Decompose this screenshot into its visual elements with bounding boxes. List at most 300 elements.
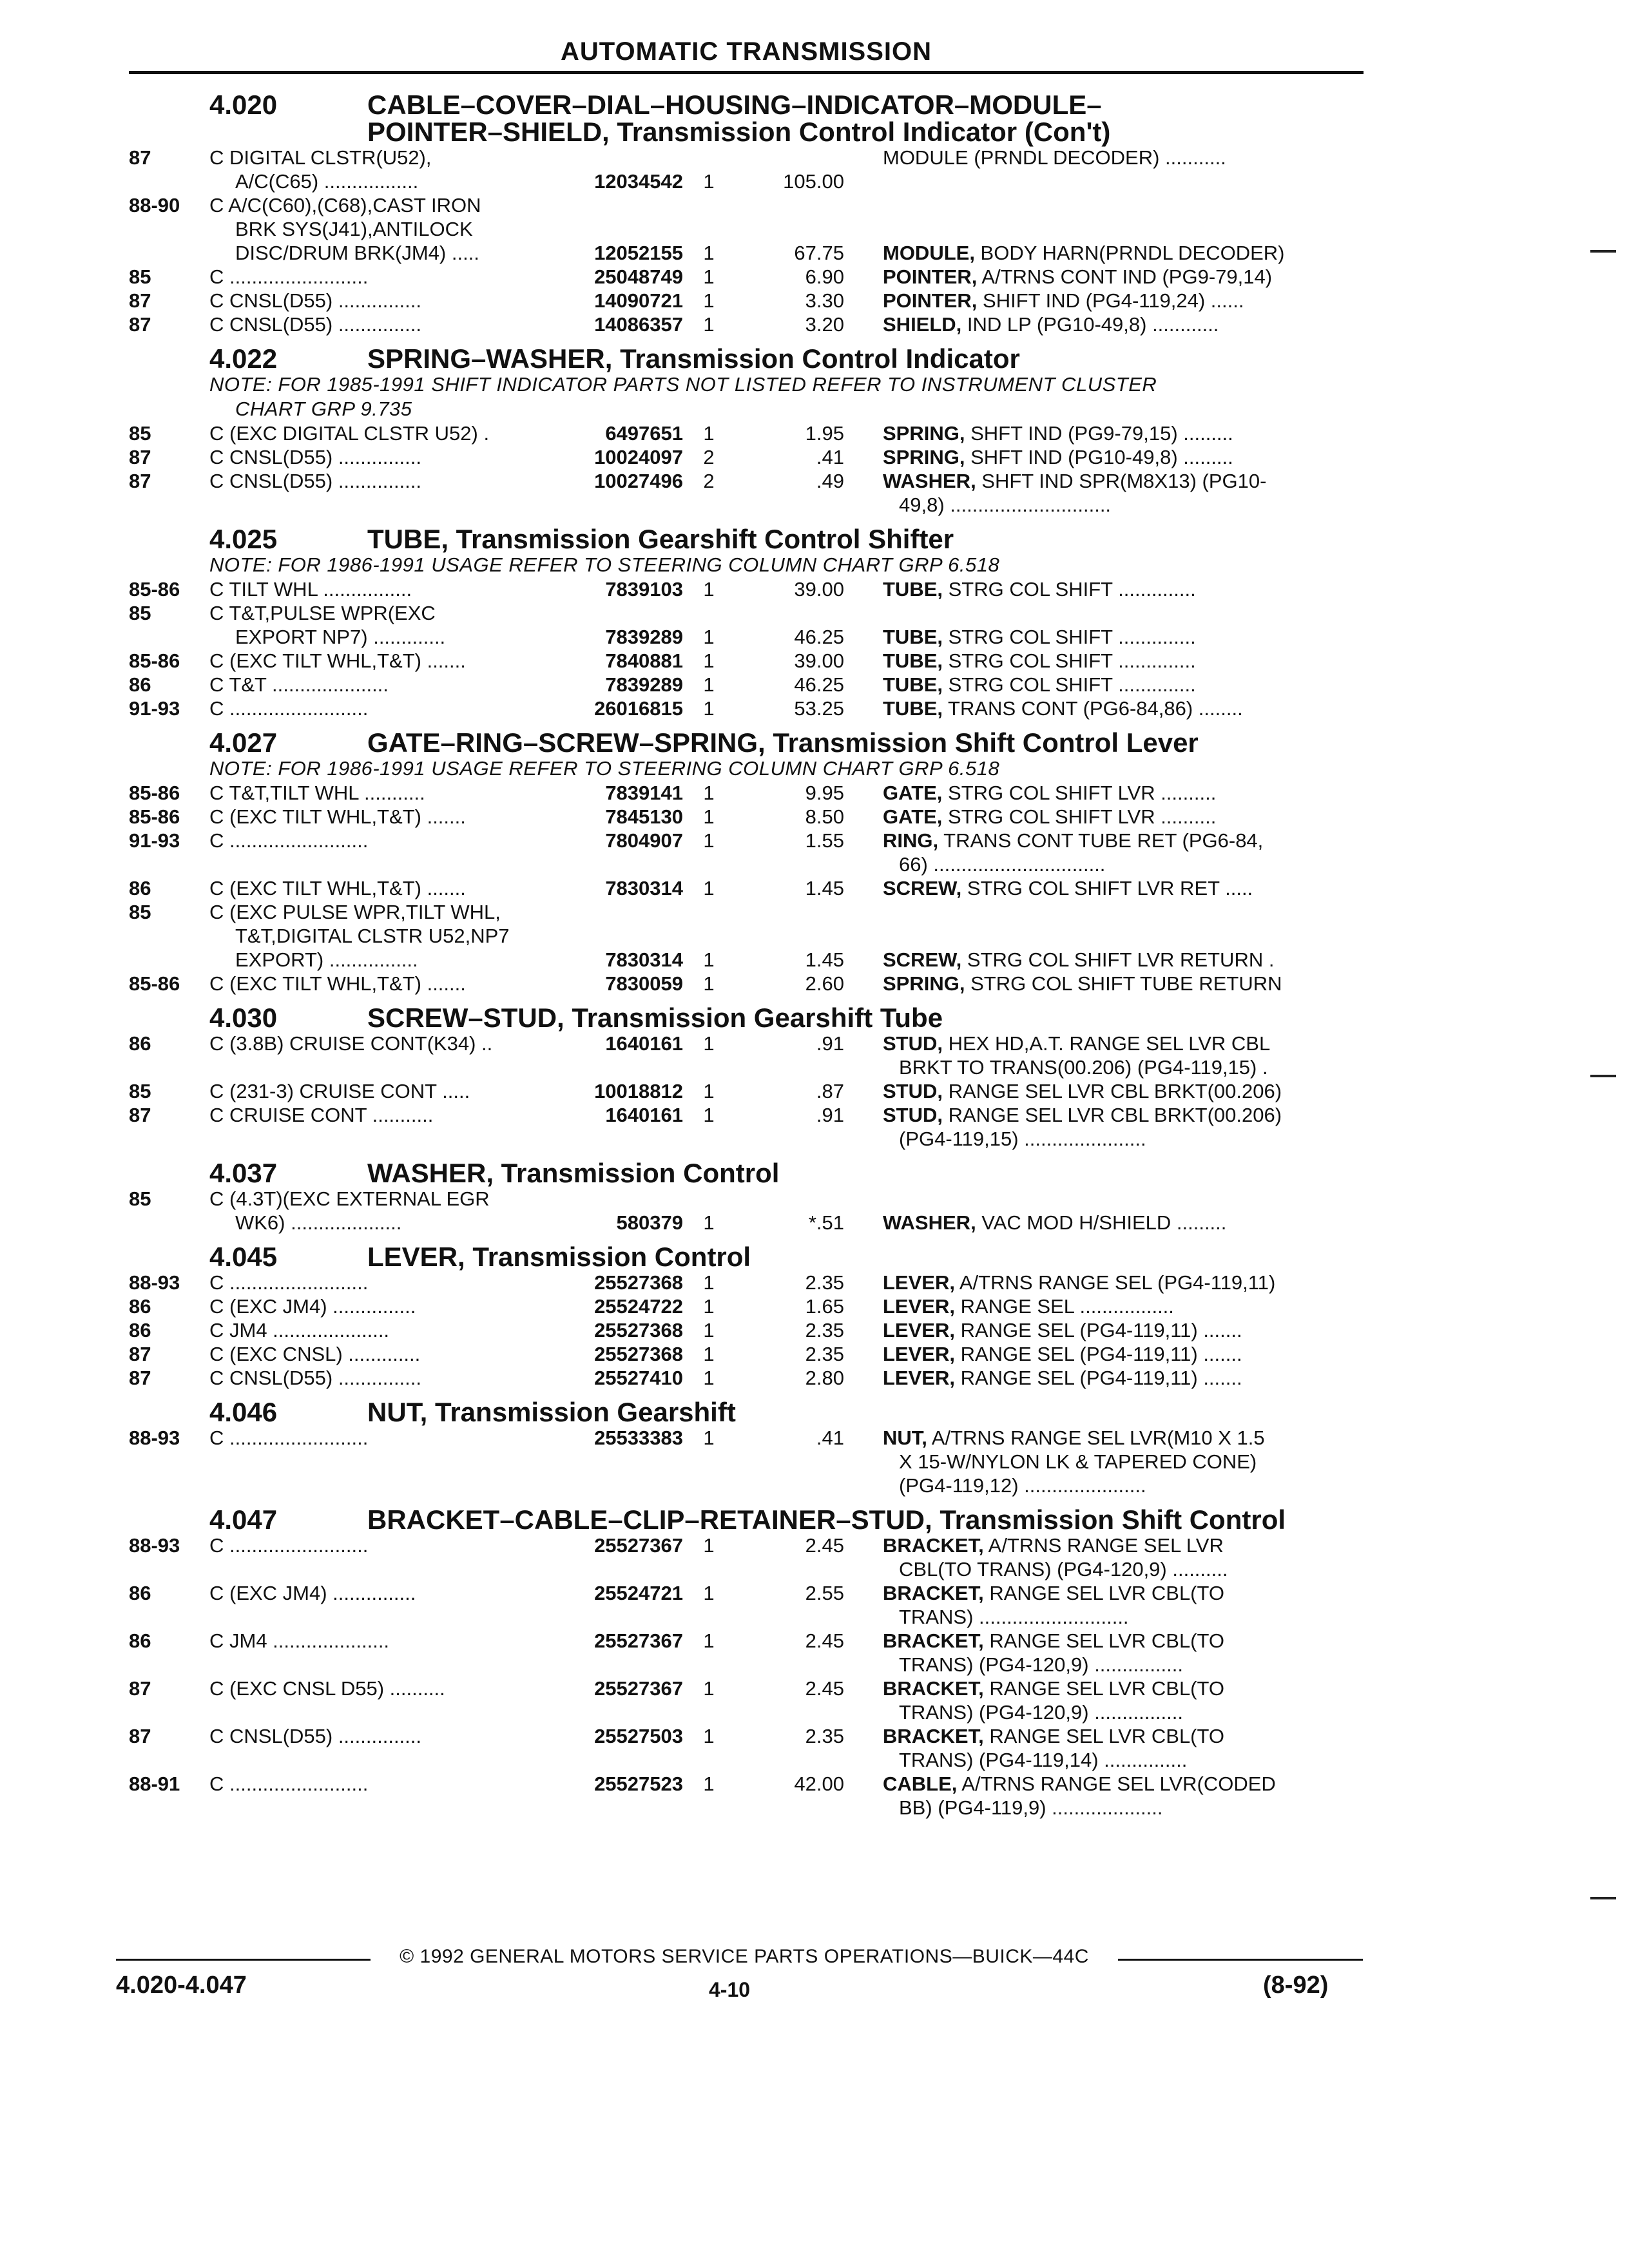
- usage-description: [209, 673, 561, 697]
- price: 1.45: [805, 877, 844, 899]
- part-number: 25527523: [594, 1773, 683, 1795]
- usage-description: [209, 972, 561, 995]
- part-description-line: NUT, A/TRNS RANGE SEL LVR(M10 X 1.5: [883, 1427, 1265, 1449]
- part-keyword: MODULE,: [883, 242, 975, 264]
- part-keyword: BRACKET,: [883, 1677, 984, 1700]
- section-heading: [129, 1506, 1364, 1533]
- part-row: [129, 421, 1364, 445]
- part-number: 25048749: [594, 265, 683, 288]
- part-number: 14090721: [594, 289, 683, 312]
- part-row: [129, 829, 1364, 876]
- section-heading: [129, 729, 1364, 756]
- part-description-line: RING, TRANS CONT TUBE RET (PG6-84,: [883, 829, 1264, 852]
- price: .49: [816, 470, 844, 492]
- part-description-line: 49,8) .............................: [899, 494, 1112, 516]
- part-number: 7830314: [605, 948, 683, 971]
- part-number: 14086357: [594, 313, 683, 336]
- part-description: [844, 876, 1364, 900]
- usage-description: [209, 1342, 561, 1366]
- model-year: 85-86: [129, 578, 180, 601]
- usage-line: C T&T .....................: [209, 673, 389, 696]
- usage-description: [209, 1581, 561, 1605]
- part-row: [129, 265, 1364, 289]
- section-note: [129, 372, 1364, 421]
- usage-description: [209, 900, 561, 972]
- part-number: 7840881: [605, 649, 683, 672]
- part-description: [844, 1581, 1364, 1629]
- model-year: 85: [129, 1080, 151, 1102]
- price: 2.45: [805, 1629, 844, 1652]
- model-year: 87: [129, 1725, 151, 1747]
- usage-description: [209, 829, 561, 852]
- part-description-line: BRACKET, RANGE SEL LVR CBL(TO: [883, 1725, 1224, 1747]
- part-keyword: STUD,: [883, 1080, 943, 1102]
- part-number: 7830314: [605, 877, 683, 899]
- part-description-line: BRACKET, RANGE SEL LVR CBL(TO: [883, 1629, 1224, 1652]
- usage-line: C CRUISE CONT ...........: [209, 1104, 434, 1126]
- part-description: [844, 1103, 1364, 1151]
- price: 2.35: [805, 1319, 844, 1341]
- part-row: [129, 469, 1364, 517]
- part-row: [129, 445, 1364, 469]
- quantity: 1: [703, 170, 715, 193]
- part-keyword: TUBE,: [883, 697, 943, 720]
- part-row: [129, 1426, 1364, 1497]
- price: 3.30: [805, 289, 844, 312]
- section-title: CABLE–COVER–DIAL–HOUSING–INDICATOR–MODULE–: [367, 90, 1102, 120]
- part-number: 7830059: [605, 972, 683, 995]
- model-year: 87: [129, 313, 151, 336]
- part-description: [844, 805, 1364, 829]
- part-row: [129, 1366, 1364, 1390]
- usage-line: A/C(C65) .................: [235, 170, 419, 193]
- part-number: 6497651: [605, 422, 683, 445]
- part-description-line: TUBE, TRANS CONT (PG6-84,86) ........: [883, 697, 1243, 720]
- part-row: [129, 1032, 1364, 1079]
- usage-line: C JM4 .....................: [209, 1629, 390, 1652]
- usage-line: C CNSL(D55) ...............: [209, 446, 422, 468]
- section-4-037: [129, 1160, 1364, 1235]
- model-year: 87: [129, 470, 151, 492]
- section-number: 4.020: [209, 90, 278, 120]
- price: 2.80: [805, 1367, 844, 1389]
- section-4-025: [129, 526, 1364, 720]
- model-year: 85: [129, 265, 151, 288]
- part-description: [844, 1629, 1364, 1677]
- part-keyword: BRACKET,: [883, 1629, 984, 1652]
- part-description-line: SPRING, SHFT IND (PG9-79,15) .........: [883, 422, 1233, 445]
- part-number: 25527367: [594, 1629, 683, 1652]
- part-description: [844, 1426, 1364, 1497]
- part-row: [129, 146, 1364, 193]
- part-description-line: TUBE, STRG COL SHIFT ..............: [883, 673, 1196, 696]
- usage-description: [209, 469, 561, 493]
- part-description-line: STUD, HEX HD,A.T. RANGE SEL LVR CBL: [883, 1032, 1271, 1055]
- usage-line: C (4.3T)(EXC EXTERNAL EGR: [209, 1187, 490, 1210]
- model-year: 86: [129, 1582, 151, 1604]
- part-description: [844, 1079, 1364, 1103]
- price: 8.50: [805, 805, 844, 828]
- part-row: [129, 193, 1364, 265]
- part-description: [844, 697, 1364, 720]
- section-heading: [129, 345, 1364, 372]
- part-number: 25527368: [594, 1343, 683, 1365]
- model-year: 86: [129, 1629, 151, 1652]
- model-year: 85: [129, 602, 151, 624]
- section-number: 4.022: [209, 343, 278, 374]
- page-header-title: AUTOMATIC TRANSMISSION: [560, 37, 932, 66]
- part-row: [129, 1294, 1364, 1318]
- part-keyword: STUD,: [883, 1032, 943, 1055]
- part-keyword: BRACKET,: [883, 1725, 984, 1747]
- section-number: 4.030: [209, 1003, 278, 1033]
- part-description-line: [883, 924, 1364, 948]
- part-description: [844, 445, 1364, 469]
- price: 2.45: [805, 1534, 844, 1557]
- part-description-line: TUBE, STRG COL SHIFT ..............: [883, 578, 1196, 601]
- model-year: 87: [129, 1677, 151, 1700]
- usage-description: [209, 445, 561, 469]
- part-description: [844, 1366, 1364, 1390]
- quantity: 1: [703, 1211, 715, 1234]
- part-description-line: SPRING, STRG COL SHIFT TUBE RETURN: [883, 972, 1282, 995]
- part-description-line: TRANS) (PG4-120,9) ................: [899, 1653, 1183, 1676]
- part-description: [844, 900, 1364, 972]
- part-description: [844, 673, 1364, 697]
- price: 67.75: [794, 242, 844, 264]
- part-number: 25533383: [594, 1427, 683, 1449]
- part-row: [129, 1581, 1364, 1629]
- model-year: 91-93: [129, 829, 180, 852]
- usage-line: C (EXC DIGITAL CLSTR U52) .: [209, 422, 490, 445]
- model-year: 88-91: [129, 1773, 180, 1795]
- part-number: 26016815: [594, 697, 683, 720]
- usage-line: C JM4 .....................: [209, 1319, 390, 1341]
- price: 1.65: [805, 1295, 844, 1318]
- usage-line: WK6) ....................: [235, 1211, 402, 1234]
- part-description-line: LEVER, RANGE SEL (PG4-119,11) .......: [883, 1343, 1242, 1365]
- price: 3.20: [805, 313, 844, 336]
- usage-description: [209, 421, 561, 445]
- part-description-line: (PG4-119,12) ......................: [899, 1474, 1146, 1497]
- quantity: 1: [703, 697, 715, 720]
- part-description-line: SCREW, STRG COL SHIFT LVR RETURN .: [883, 948, 1275, 971]
- part-keyword: SCREW,: [883, 877, 962, 899]
- section-4-046: [129, 1399, 1364, 1497]
- usage-description: [209, 1366, 561, 1390]
- section-4-030: [129, 1004, 1364, 1151]
- model-year: 86: [129, 1295, 151, 1318]
- part-description-line: CABLE, A/TRNS RANGE SEL LVR(CODED: [883, 1773, 1276, 1795]
- usage-description: [209, 577, 561, 601]
- section-title: GATE–RING–SCREW–SPRING, Transmission Shift Control Lever: [367, 727, 1199, 758]
- section-title: NUT, Transmission Gearshift: [367, 1397, 736, 1427]
- price: .91: [816, 1032, 844, 1055]
- usage-line: C .........................: [209, 1773, 369, 1795]
- usage-line: C .........................: [209, 1271, 369, 1294]
- part-description: [844, 421, 1364, 445]
- note-line: NOTE: FOR 1986-1991 USAGE REFER TO STEERING COLUMN CHART GRP 6.518: [209, 757, 1000, 780]
- model-year: 87: [129, 446, 151, 468]
- part-keyword: LEVER,: [883, 1271, 955, 1294]
- part-description: [844, 649, 1364, 673]
- part-description: [844, 1187, 1364, 1235]
- part-keyword: TUBE,: [883, 649, 943, 672]
- price: 42.00: [794, 1773, 844, 1795]
- quantity: 1: [703, 1319, 715, 1341]
- price: 1.95: [805, 422, 844, 445]
- part-keyword: LEVER,: [883, 1319, 955, 1341]
- section-number: 4.046: [209, 1397, 278, 1427]
- part-row: [129, 1629, 1364, 1677]
- price: .91: [816, 1104, 844, 1126]
- part-keyword: CABLE,: [883, 1773, 958, 1795]
- usage-line: C (EXC CNSL D55) ..........: [209, 1677, 445, 1700]
- part-description: [844, 1724, 1364, 1772]
- usage-line: BRK SYS(J41),ANTILOCK: [235, 218, 473, 240]
- part-row: [129, 673, 1364, 697]
- usage-description: [209, 1772, 561, 1796]
- quantity: 1: [703, 1427, 715, 1449]
- part-description-line: BRACKET, A/TRNS RANGE SEL LVR: [883, 1534, 1224, 1557]
- model-year: 86: [129, 1319, 151, 1341]
- part-description-line: SHIELD, IND LP (PG10-49,8) ............: [883, 313, 1219, 336]
- quantity: 1: [703, 1725, 715, 1747]
- margin-mark: [1590, 250, 1616, 253]
- part-keyword: SCREW,: [883, 948, 962, 971]
- model-year: 87: [129, 1104, 151, 1126]
- note-line: NOTE: FOR 1985-1991 SHIFT INDICATOR PARTS NOT LISTED REFER TO INSTRUMENT CLUSTER: [209, 373, 1157, 396]
- part-description: [844, 577, 1364, 601]
- section-heading: [129, 526, 1364, 553]
- part-number: 580379: [616, 1211, 683, 1234]
- section-heading: [129, 1244, 1364, 1271]
- usage-line: C A/C(C60),(C68),CAST IRON: [209, 194, 481, 216]
- part-keyword: BRACKET,: [883, 1534, 984, 1557]
- note-line: CHART GRP 9.735: [235, 398, 412, 420]
- part-description-line: (PG4-119,15) ......................: [899, 1128, 1146, 1150]
- section-note: [129, 553, 1364, 577]
- model-year: 85-86: [129, 782, 180, 804]
- usage-line: C .........................: [209, 1427, 369, 1449]
- part-description-line: GATE, STRG COL SHIFT LVR ..........: [883, 782, 1217, 804]
- part-number: 1640161: [605, 1104, 683, 1126]
- quantity: 1: [703, 1677, 715, 1700]
- note-line: NOTE: FOR 1986-1991 USAGE REFER TO STEERING COLUMN CHART GRP 6.518: [209, 553, 1000, 576]
- part-row: [129, 1724, 1364, 1772]
- part-description-line: SCREW, STRG COL SHIFT LVR RET .....: [883, 877, 1253, 899]
- usage-description: [209, 1318, 561, 1342]
- section-title: BRACKET–CABLE–CLIP–RETAINER–STUD, Transmission Shift Control: [367, 1504, 1286, 1535]
- quantity: 1: [703, 1343, 715, 1365]
- part-description-line: TUBE, STRG COL SHIFT ..............: [883, 626, 1196, 648]
- price: 2.35: [805, 1343, 844, 1365]
- part-keyword: SHIELD,: [883, 313, 962, 336]
- part-description-line: [883, 900, 1364, 924]
- part-row: [129, 900, 1364, 972]
- part-row: [129, 972, 1364, 995]
- part-description-line: 66) ...............................: [899, 853, 1106, 876]
- part-description: [844, 1032, 1364, 1079]
- part-description-line: TUBE, STRG COL SHIFT ..............: [883, 649, 1196, 672]
- section-note: [129, 756, 1364, 781]
- part-keyword: TUBE,: [883, 626, 943, 648]
- part-description-line: LEVER, RANGE SEL (PG4-119,11) .......: [883, 1319, 1242, 1341]
- model-year: 87: [129, 146, 151, 169]
- part-keyword: NUT,: [883, 1427, 927, 1449]
- quantity: 1: [703, 782, 715, 804]
- footer-rule-right: [1118, 1959, 1363, 1961]
- usage-description: [209, 1103, 561, 1127]
- part-row: [129, 781, 1364, 805]
- usage-description: [209, 1533, 561, 1557]
- part-description: [844, 972, 1364, 995]
- model-year: 91-93: [129, 697, 180, 720]
- section-title-continued: POINTER–SHIELD, Transmission Control Indicator (Con't): [367, 117, 1111, 147]
- price: 2.35: [805, 1271, 844, 1294]
- part-keyword: TUBE,: [883, 673, 943, 696]
- part-row: [129, 1772, 1364, 1820]
- part-description-line: BRKT TO TRANS(00.206) (PG4-119,15) .: [899, 1056, 1268, 1079]
- model-year: 87: [129, 1367, 151, 1389]
- part-keyword: POINTER,: [883, 289, 978, 312]
- usage-line: C CNSL(D55) ...............: [209, 313, 422, 336]
- part-description: [844, 312, 1364, 336]
- part-row: [129, 876, 1364, 900]
- model-year: 87: [129, 289, 151, 312]
- part-number: 7845130: [605, 805, 683, 828]
- quantity: 1: [703, 1104, 715, 1126]
- part-number: 7804907: [605, 829, 683, 852]
- section-4-047: [129, 1506, 1364, 1820]
- usage-description: [209, 649, 561, 673]
- part-number: 25527367: [594, 1677, 683, 1700]
- part-description-line: BRACKET, RANGE SEL LVR CBL(TO: [883, 1677, 1224, 1700]
- part-description-line: [883, 601, 1364, 625]
- part-number: 7839289: [605, 673, 683, 696]
- part-description: [844, 265, 1364, 289]
- part-description: [844, 1318, 1364, 1342]
- part-number: 25527503: [594, 1725, 683, 1747]
- quantity: 2: [703, 470, 715, 492]
- quantity: 1: [703, 877, 715, 899]
- usage-description: [209, 1079, 561, 1103]
- usage-description: [209, 1032, 561, 1055]
- part-description: [844, 829, 1364, 876]
- part-description-line: MODULE (PRNDL DECODER) ...........: [883, 146, 1226, 169]
- part-keyword: LEVER,: [883, 1295, 955, 1318]
- section-4-027: [129, 729, 1364, 995]
- section-title: LEVER, Transmission Control: [367, 1242, 751, 1272]
- usage-line: C (EXC JM4) ...............: [209, 1295, 416, 1318]
- part-description: [844, 469, 1364, 517]
- part-description-line: BB) (PG4-119,9) ....................: [899, 1796, 1163, 1819]
- model-year: 86: [129, 673, 151, 696]
- part-number: 25524722: [594, 1295, 683, 1318]
- quantity: 1: [703, 673, 715, 696]
- part-description-line: MODULE, BODY HARN(PRNDL DECODER): [883, 242, 1285, 264]
- part-description: [844, 193, 1364, 265]
- quantity: 1: [703, 626, 715, 648]
- usage-line: C CNSL(D55) ...............: [209, 289, 422, 312]
- usage-line: C (EXC CNSL) .............: [209, 1343, 421, 1365]
- part-row: [129, 601, 1364, 649]
- quantity: 1: [703, 1367, 715, 1389]
- part-description-line: STUD, RANGE SEL LVR CBL BRKT(00.206): [883, 1104, 1282, 1126]
- part-description-line: [883, 217, 1364, 241]
- usage-line: C .........................: [209, 697, 369, 720]
- footer-rule-left: [116, 1959, 371, 1961]
- part-keyword: GATE,: [883, 782, 943, 804]
- section-4-022: [129, 345, 1364, 517]
- quantity: 1: [703, 805, 715, 828]
- part-row: [129, 1187, 1364, 1235]
- usage-description: [209, 697, 561, 720]
- part-row: [129, 577, 1364, 601]
- part-row: [129, 1342, 1364, 1366]
- usage-description: [209, 876, 561, 900]
- part-number: 25527410: [594, 1367, 683, 1389]
- section-title: TUBE, Transmission Gearshift Control Shifter: [367, 524, 954, 554]
- quantity: 1: [703, 649, 715, 672]
- model-year: 86: [129, 877, 151, 899]
- usage-line: C .........................: [209, 829, 369, 852]
- quantity: 1: [703, 1295, 715, 1318]
- section-number: 4.027: [209, 727, 278, 758]
- part-number: 25527367: [594, 1534, 683, 1557]
- part-number: 7839141: [605, 782, 683, 804]
- section-title: SCREW–STUD, Transmission Gearshift Tube: [367, 1003, 943, 1033]
- part-keyword: STUD,: [883, 1104, 943, 1126]
- part-number: 25527368: [594, 1271, 683, 1294]
- section-title: WASHER, Transmission Control: [367, 1158, 780, 1188]
- section-number: 4.045: [209, 1242, 278, 1272]
- price: .87: [816, 1080, 844, 1102]
- footer-copyright: © 1992 GENERAL MOTORS SERVICE PARTS OPERATIONS—BUICK—44C: [400, 1946, 1089, 1967]
- part-keyword: SPRING,: [883, 422, 965, 445]
- part-description-line: SPRING, SHFT IND (PG10-49,8) .........: [883, 446, 1233, 468]
- part-number: 25527368: [594, 1319, 683, 1341]
- section-heading: [129, 1004, 1364, 1032]
- usage-line: C CNSL(D55) ...............: [209, 470, 422, 492]
- model-year: 85-86: [129, 972, 180, 995]
- section-heading: [129, 91, 1364, 119]
- part-row: [129, 1533, 1364, 1581]
- part-keyword: POINTER,: [883, 265, 978, 288]
- price: 2.45: [805, 1677, 844, 1700]
- part-description: [844, 1271, 1364, 1294]
- usage-description: [209, 1677, 561, 1700]
- part-row: [129, 1079, 1364, 1103]
- part-description: [844, 289, 1364, 312]
- part-description: [844, 1294, 1364, 1318]
- part-number: 7839103: [605, 578, 683, 601]
- usage-line: EXPORT NP7) .............: [235, 626, 446, 648]
- price: 2.35: [805, 1725, 844, 1747]
- model-year: 85-86: [129, 805, 180, 828]
- usage-line: C (231-3) CRUISE CONT .....: [209, 1080, 470, 1102]
- usage-description: [209, 312, 561, 336]
- part-row: [129, 805, 1364, 829]
- part-number: 12052155: [594, 242, 683, 264]
- part-keyword: LEVER,: [883, 1343, 955, 1365]
- usage-line: C (EXC TILT WHL,T&T) .......: [209, 877, 466, 899]
- usage-description: [209, 781, 561, 805]
- section-number: 4.037: [209, 1158, 278, 1188]
- model-year: 87: [129, 1343, 151, 1365]
- footer-date: (8-92): [1263, 1972, 1329, 1999]
- part-description-line: POINTER, A/TRNS CONT IND (PG9-79,14): [883, 265, 1273, 288]
